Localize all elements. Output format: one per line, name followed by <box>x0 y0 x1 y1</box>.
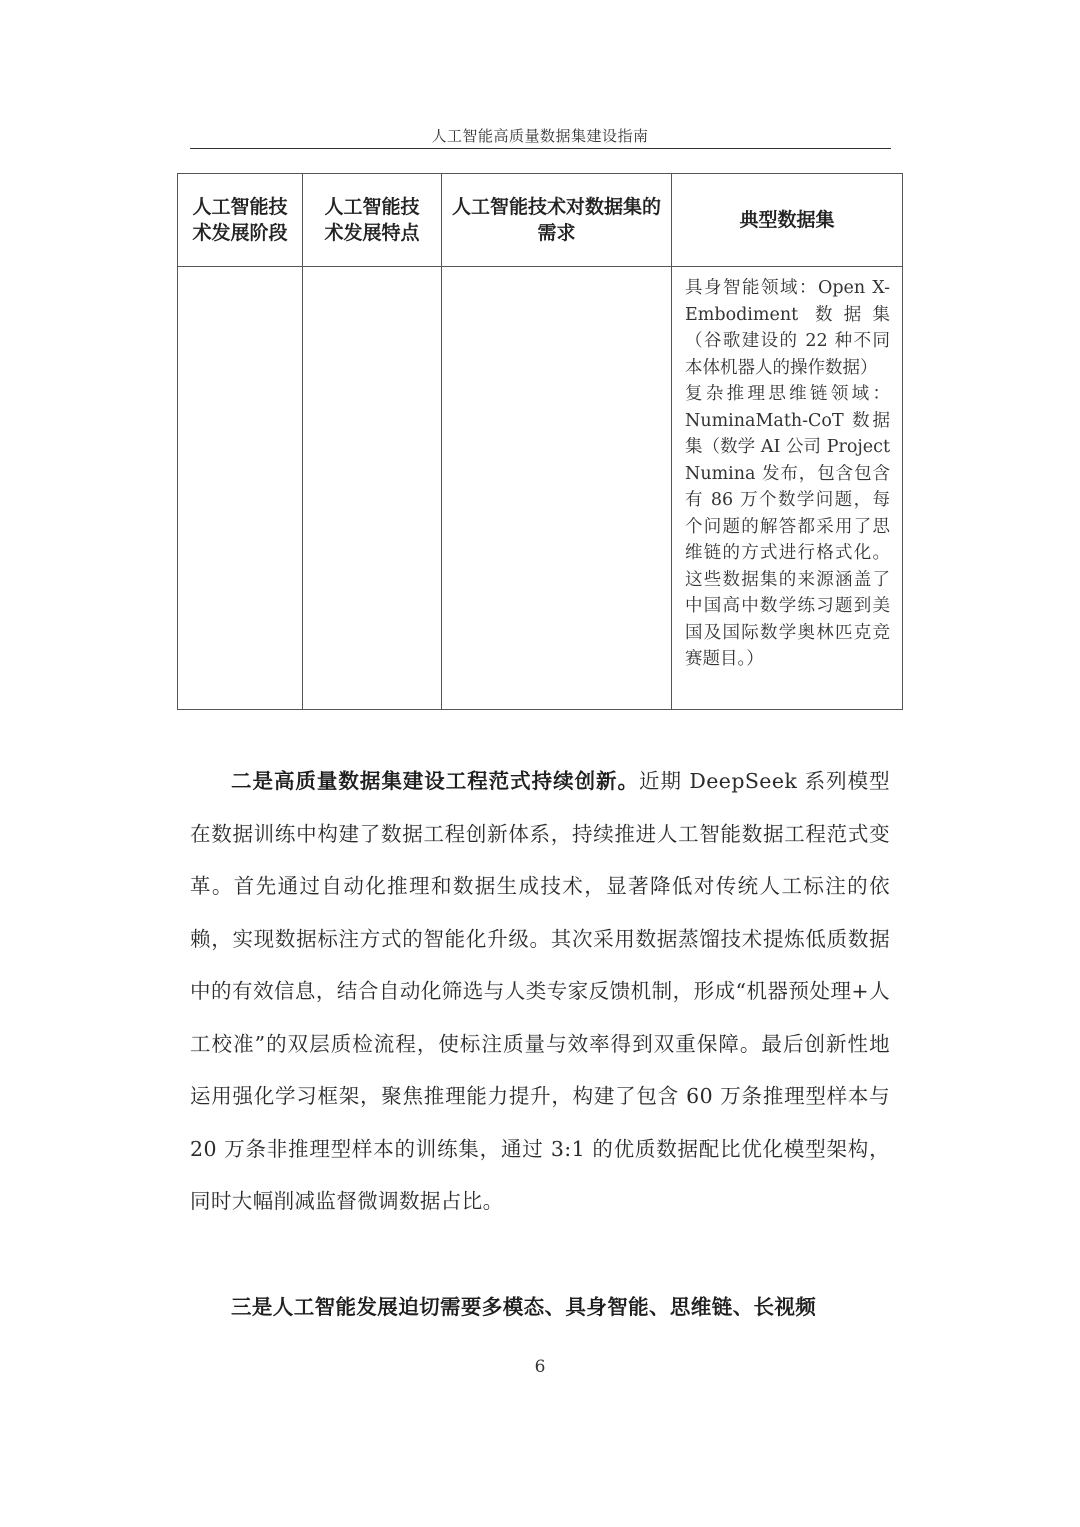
header-rule <box>190 148 891 149</box>
running-header: 人工智能高质量数据集建设指南 <box>431 127 649 145</box>
header-datasets-label: 典型数据集 <box>739 209 835 231</box>
cell-requirements <box>442 267 672 710</box>
header-stage-label: 人工智能技术发展阶段 <box>192 196 288 244</box>
paragraph-multimodal-needs <box>190 1281 890 1334</box>
paragraph-engineering-paradigm <box>190 755 890 1228</box>
table-header-row <box>178 174 903 267</box>
header-features <box>303 174 442 267</box>
paragraph-lead: 三是人工智能发展迫切需要多模态、具身智能、思维链、长视频 <box>231 1295 817 1319</box>
dataset-table <box>177 173 903 710</box>
cell-datasets: 具身智能领域：Open X-Embodiment 数据集（谷歌建设的 22 种不同本体机器人的操作数据） 复杂推理思维链领域：NuminaMath-CoT 数据集（数学 AI 公司 Project Numina 发布，包含包含有 86 万个数学问题，每个问题的解答都采用了思维链的方式进行格式化。这些数据集的来源涵盖了中国高中数学练习题到美国及国际数学奥林匹克竞赛题目。） <box>672 267 903 710</box>
header-datasets <box>672 174 903 267</box>
header-features-label: 人工智能技术发展特点 <box>324 196 420 244</box>
page-number: 6 <box>534 1357 546 1377</box>
header-stage <box>178 174 303 267</box>
cell-features <box>303 267 442 710</box>
paragraph-lead: 二是高质量数据集建设工程范式持续创新。 <box>231 769 639 793</box>
cell-stage <box>178 267 303 710</box>
header-requirements <box>442 174 672 267</box>
table-row <box>178 267 903 710</box>
header-requirements-label: 人工智能技术对数据集的需求 <box>452 196 662 244</box>
paragraph-text: 近期 DeepSeek 系列模型在数据训练中构建了数据工程创新体系，持续推进人工智能数据工程范式变革。首先通过自动化推理和数据生成技术，显著降低对传统人工标注的依赖，实现数据标注方式的智能化升级。其次采用数据蒸馏技术提炼低质数据中的有效信息，结合自动化筛选与人类专家反馈机制，形成“机器预处理+人工校准”的双层质检流程，使标注质量与效率得到双重保障。最后创新性地运用强化学习框架，聚焦推理能力提升，构建了包含 60 万条推理型样本与 20 万条非推理型样本的训练集，通过 3:1 的优质数据配比优化模型架构，同时大幅削减监督微调数据占比。 <box>190 769 890 1213</box>
